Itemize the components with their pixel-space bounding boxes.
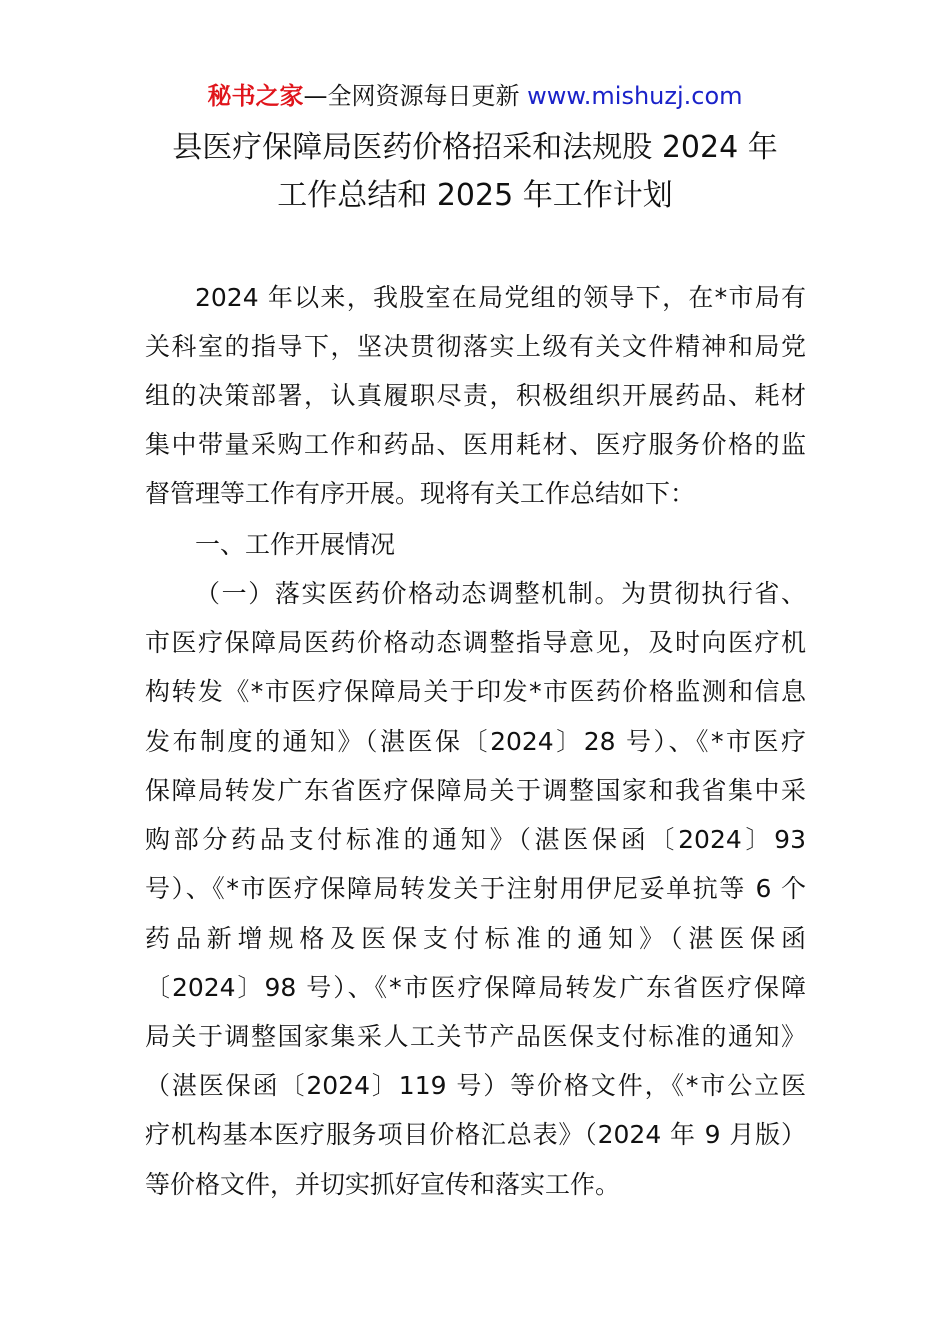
body-line: 等价格文件，并切实抓好宣传和落实工作。 [145,1170,621,1199]
body-line: 督管理等工作有序开展。现将有关工作总结如下： [145,479,696,508]
body-line: 关科室的指导下，坚决贯彻落实上级有关文件精神和局党 [145,332,806,361]
section-heading: 一、工作开展情况 [195,530,396,559]
brand-name: 秘书之家 [207,82,304,110]
body-line: 购部分药品支付标准的通知》（湛医保函〔2024〕93 [145,825,806,854]
body-line: 保障局转发广东省医疗保障局关于调整国家和我省集中采 [145,776,806,805]
body-line: 局关于调整国家集采人工关节产品医保支付标准的通知》 [145,1022,806,1051]
document-title-line-1: 县医疗保障局医药价格招采和法规股 2024 年 [172,130,778,165]
body-line: （湛医保函〔2024〕119 号）等价格文件，《*市公立医 [145,1071,806,1100]
document-title-line-2: 工作总结和 2025 年工作计划 [277,178,673,213]
body-line: 发布制度的通知》（湛医保〔2024〕28 号）、《*市医疗 [145,727,806,756]
body-line: 2024 年以来，我股室在局党组的领导下，在*市局有 [195,283,806,312]
body-line: 组的决策部署，认真履职尽责，积极组织开展药品、耗材 [145,381,806,410]
body-line: 药品新增规格及医保支付标准的通知》（湛医保函 [145,924,806,953]
body-line: 市医疗保障局医药价格动态调整指导意见，及时向医疗机 [145,628,806,657]
site-url-link[interactable]: www.mishuzj.com [527,82,743,110]
site-header [0,80,950,112]
body-line: 疗机构基本医疗服务项目价格汇总表》（2024 年 9 月版） [145,1120,806,1149]
body-line: 〔2024〕98 号）、《*市医疗保障局转发广东省医疗保障 [145,973,806,1002]
subsection-heading-line: （一）落实医药价格动态调整机制。为贯彻执行省、 [195,579,806,608]
body-line: 构转发《*市医疗保障局关于印发*市医药价格监测和信息 [145,677,806,706]
body-line: 号）、《*市医疗保障局转发关于注射用伊尼妥单抗等 6 个 [145,874,806,903]
body-line: 集中带量采购工作和药品、医用耗材、医疗服务价格的监 [145,430,806,459]
header-tagline: —全网资源每日更新 [303,82,520,110]
